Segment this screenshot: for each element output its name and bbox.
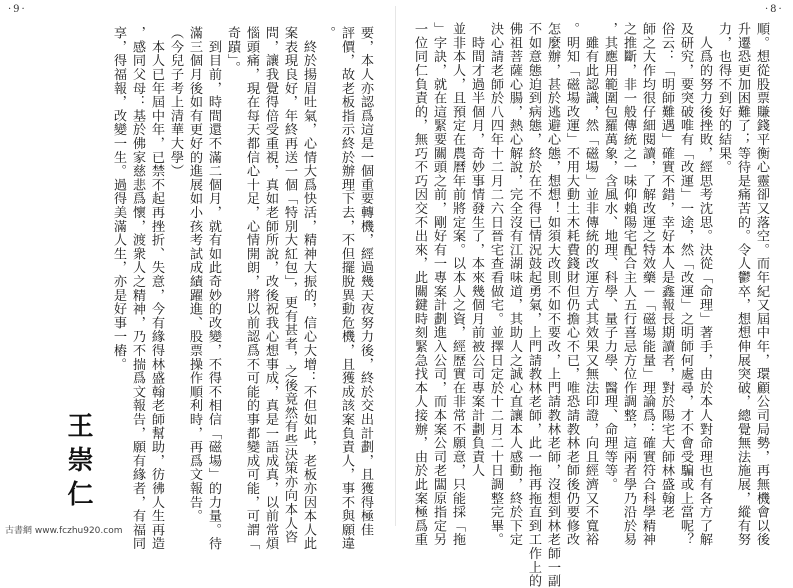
text-column: 案表現良好，年終再送一個「特別大紅包」，更有甚者，之後竟然有些決策亦向本人咨 xyxy=(282,26,297,544)
text-column: 一位同仁負責的，無巧不巧因交不出來，此關鍵時刻緊急找本人接辦，由於此案極爲重 xyxy=(412,22,427,547)
text-column: 決心請老師於八四年十二月二六日晉宅查看做宅。並擇日定於十二月二十日調整完畢。 xyxy=(488,22,503,547)
text-column: 滿三個月後如有更好的進展如小孩考試成績躍進、股票操作順利時，再爲文報告。 xyxy=(187,26,202,523)
page-gutter xyxy=(395,6,396,526)
left-page-number: ·9· xyxy=(8,4,27,15)
text-column: 怎麼辦，甚於逃避心態，想想！如須大改則不如不要改，上門請教林老師，沒想到林老師一副 xyxy=(545,22,560,588)
text-column: 評價，故老板指示終於辦理下去，不但擺脫異動危機，且獲成該案負責人，事不與願違 xyxy=(339,26,354,551)
text-column: ，感同父母：基於佛家慈悲爲懷，渡衆人之精神，乃不揣爲文報告，願有緣者，有福同 xyxy=(130,26,145,551)
text-column: 並非本人，且預定在農曆年前將定案。以本人之資，經歷實在非常不願意，只能採「拖 xyxy=(450,22,465,547)
text-column: 升遷恐更加困難了；等待是痛苦的。令人鬱卒，想想伸展突破，總覺無法施展，縱有努 xyxy=(735,22,750,547)
site-watermark: 古書網 www.fczhu920.com xyxy=(5,526,123,536)
text-column: 奇蹟」。 xyxy=(225,26,240,75)
text-column: 到目前，時間還不滿二個月，就有如此奇妙的改變，不得不相信「磁場」的力量。待 xyxy=(206,26,221,551)
text-column: （今兒子考上清華大學） xyxy=(168,26,183,178)
text-column: 惱頭痛，現在每天都信心十足，心情開朗，將以前認爲不可能的事都變成可能，可謂「 xyxy=(244,26,259,551)
text-column: 佛祖菩薩心腸，熱心解說，完全沒有江湖味道，其助人之誠心直讓本人感動，終於下定 xyxy=(507,22,522,547)
text-column: 師之大作均很仔細閱讀，了解改運之特效藥－「磁場能量」理論爲：確實符合科學精神 xyxy=(640,22,655,547)
text-column: 問，讓我覺得倍受重視，真如老師所說，改後祝我心想事成，真是一語成真，以前常煩 xyxy=(263,26,278,551)
text-column: 時間才過半個月，奇妙事情發生了，本來幾個月前被公司專案計劃負責人 xyxy=(469,22,484,478)
text-column: 力，也得不到好的結果。 xyxy=(716,22,731,174)
text-column: 人爲的努力後挫敗，經思考沈思。決從「命理」著手，由於本人對命理也有各方了解 xyxy=(697,22,712,547)
text-column: 順。想從股票賺錢平衡心靈卻又落空。而年紀又屆中年，環顧公司局勢，再無機會以後 xyxy=(754,22,769,547)
text-column: 俗云：「明師難遇」確實不錯，幸好本人是鑫報長期讀者，對於陽宅大師林盛翰老 xyxy=(659,22,674,519)
text-column: 」字訣，就在這緊要關頭之前，剛好有一專案計劃進入公司，而本案公司老闆原指定另 xyxy=(431,22,446,547)
text-column: 本人已年屆中年，已禁不起再挫折、失意，今有緣得林盛翰老師幫助，彷彿人生再造 xyxy=(149,26,164,551)
text-column: 之推斷，非一般傳統之一味仰賴陽宅配合主人五行喜忌方位作調整，這兩者學乃沿於易 xyxy=(621,22,636,547)
text-column: 要，本人亦認爲這是一個重要轉機，經過幾天夜努力後，終於交出計劃，且獲得極佳 xyxy=(358,26,373,537)
text-column: 。明知「磁場改運」不用大動土木耗費錢財但仍擔心不已，唯恐請教林老師後仍要修改 xyxy=(564,22,579,547)
text-column: 及研究，要突破唯有「改運」一途，然「改運」之明師何處尋，才不會受騙或上當呢？ xyxy=(678,22,693,547)
text-column: 不如意態迫到病態，終於在不得已情況鼓起勇氣，上門請教林老師，此一拖再拖直到工作上的 xyxy=(526,22,541,588)
text-column: 享，得福報，改變一生。過得美滿人生，亦是好事一樁。 xyxy=(111,26,126,371)
author-signature: 王崇仁 xyxy=(63,412,93,514)
text-column: ，其應用範圍包羅萬象，含風水、地理、科學、量子力學、醫理、命理等等。 xyxy=(602,22,617,492)
text-column: 。 xyxy=(320,26,335,40)
right-page-number: ·8· xyxy=(765,4,784,15)
text-column: 雖有此認識，然「磁場」並非傳統的改運方式其效果又無法印證，向且經濟又不寬裕 xyxy=(583,22,598,547)
text-column: 終於揚眉吐氣，心情大爲快活，精神大振的，信心大增：不但如此，老板亦因本人此 xyxy=(301,26,316,551)
